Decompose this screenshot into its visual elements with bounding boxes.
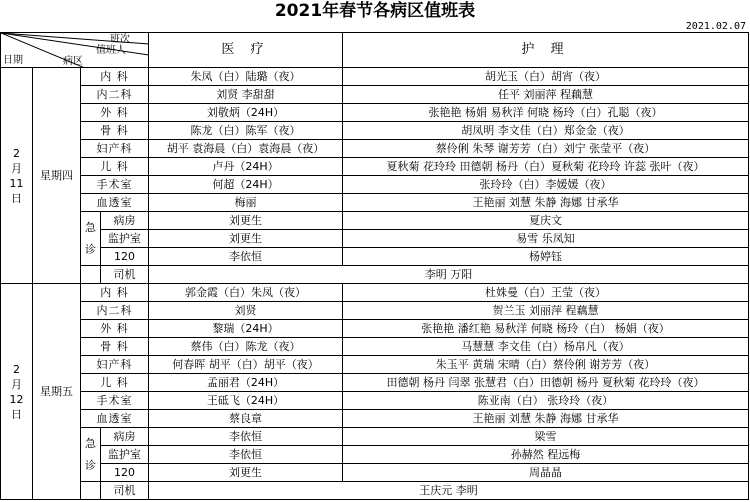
nurse-cell: 朱玉平 黄瑞 宋晴（白）蔡伶俐 谢芳芳（夜） [343, 356, 749, 374]
driver-names-cell: 王庆元 李明 [149, 482, 749, 500]
doctor-cell: 何超（24H） [149, 176, 343, 194]
table-row [1, 302, 749, 320]
nurse-cell: 胡凤明 李文佳（白）郑金金（夜） [343, 122, 749, 140]
table-row [1, 230, 749, 248]
table-row [1, 266, 749, 284]
emergency-label-char: 急 [85, 220, 96, 234]
nurse-cell: 梁雪 [343, 428, 749, 446]
table-row [1, 446, 749, 464]
table-row [1, 158, 749, 176]
date-char: 12 [9, 392, 24, 406]
nurse-cell: 王艳丽 刘慧 朱静 海娜 甘承华 [343, 194, 749, 212]
department-cell: 内 科 [81, 284, 149, 302]
nurse-cell: 易雪 乐凤知 [343, 230, 749, 248]
doctor-cell: 蔡伟（白）陈龙（夜） [149, 338, 343, 356]
document-date: 2021.02.07 [685, 21, 746, 32]
nurse-cell: 贺兰玉 刘丽萍 程藕慧 [343, 302, 749, 320]
table-row [1, 248, 749, 266]
header-bingqu: 病区 [63, 56, 83, 67]
driver-names-cell: 李明 万阳 [149, 266, 749, 284]
doctor-cell: 刘敬炳（24H） [149, 104, 343, 122]
table-row [1, 104, 749, 122]
doctor-cell: 李依恒 [149, 248, 343, 266]
department-cell: 骨 科 [81, 338, 149, 356]
table-row [1, 410, 749, 428]
emergency-label-char: 诊 [85, 242, 96, 256]
date-char: 月 [11, 161, 22, 175]
emergency-label-cell [81, 428, 101, 482]
emergency-subdept-cell: 120 [101, 248, 149, 266]
doctor-cell: 蔡良章 [149, 410, 343, 428]
emergency-label-cell [81, 212, 101, 266]
department-cell: 内二科 [81, 86, 149, 104]
blank-cell [81, 482, 101, 500]
emergency-subdept-cell: 病房 [101, 428, 149, 446]
doctor-cell: 孟丽君（24H） [149, 374, 343, 392]
date-char: 月 [11, 377, 22, 391]
department-cell: 血透室 [81, 194, 149, 212]
doctor-cell: 梅丽 [149, 194, 343, 212]
table-row [1, 320, 749, 338]
emergency-label-char: 急 [85, 436, 96, 450]
header-banci: 班次 [110, 34, 130, 45]
nurse-cell: 胡光玉（白）胡宵（夜） [343, 68, 749, 86]
nurse-cell: 田德朝 杨丹 闫翠 张慧君（白）田德朝 杨丹 夏秋菊 花玲玲（夜） [343, 374, 749, 392]
nurse-cell: 张艳艳 潘红艳 易秋洋 何晓 杨玲（白） 杨娟（夜） [343, 320, 749, 338]
weekday-cell: 星期四 [33, 68, 81, 284]
department-cell: 内 科 [81, 68, 149, 86]
doctor-cell: 刘贤 [149, 302, 343, 320]
doctor-cell: 王砥飞（24H） [149, 392, 343, 410]
nurse-cell: 夏庆文 [343, 212, 749, 230]
date-char: 11 [9, 176, 24, 190]
table-row [1, 212, 749, 230]
doctor-cell: 陈龙（白）陈军（夜） [149, 122, 343, 140]
doctor-cell: 卢丹（24H） [149, 158, 343, 176]
date-cell [1, 284, 33, 500]
header-diagonal-cell [1, 33, 149, 68]
emergency-subdept-cell: 病房 [101, 212, 149, 230]
blank-cell [81, 266, 101, 284]
department-cell: 骨 科 [81, 122, 149, 140]
nurse-cell: 蔡伶俐 朱琴 谢芳芳（白）刘宁 张莹平（夜） [343, 140, 749, 158]
table-row [1, 68, 749, 86]
header-medical: 医 疗 [149, 33, 343, 68]
table-row [1, 338, 749, 356]
doctor-cell: 刘贤 李甜甜 [149, 86, 343, 104]
date-cell [1, 68, 33, 284]
nurse-cell: 杨婷钰 [343, 248, 749, 266]
table-row [1, 392, 749, 410]
nurse-cell: 杜姝曼（白）王莹（夜） [343, 284, 749, 302]
table-row [1, 284, 749, 302]
department-cell: 妇产科 [81, 356, 149, 374]
nurse-cell: 夏秋菊 花玲玲 田德朝 杨丹（白）夏秋菊 花玲玲 许蕊 张叶（夜） [343, 158, 749, 176]
table-row [1, 194, 749, 212]
nurse-cell: 王艳丽 刘慧 朱静 海娜 甘承华 [343, 410, 749, 428]
table-row [1, 122, 749, 140]
department-cell: 外 科 [81, 320, 149, 338]
header-nursing: 护 理 [343, 33, 749, 68]
department-cell: 手术室 [81, 176, 149, 194]
driver-label-cell: 司机 [101, 482, 149, 500]
nurse-cell: 马慧慧 李文佳（白）杨帛凡（夜） [343, 338, 749, 356]
table-row [1, 140, 749, 158]
nurse-cell: 任平 刘丽萍 程藕慧 [343, 86, 749, 104]
table-row [1, 482, 749, 500]
table-row [1, 464, 749, 482]
doctor-cell: 刘更生 [149, 212, 343, 230]
department-cell: 儿 科 [81, 158, 149, 176]
department-cell: 儿 科 [81, 374, 149, 392]
department-cell: 外 科 [81, 104, 149, 122]
header-zhibanren: 值班人 [96, 45, 126, 56]
date-char: 日 [11, 191, 22, 205]
duty-roster-table [0, 32, 749, 500]
doctor-cell: 何春晖 胡平（白）胡平（夜） [149, 356, 343, 374]
date-char: 2 [13, 146, 20, 160]
emergency-subdept-cell: 120 [101, 464, 149, 482]
header-riqi: 日期 [3, 55, 23, 66]
nurse-cell: 周晶晶 [343, 464, 749, 482]
doctor-cell: 郭金霞（白）朱凤（夜） [149, 284, 343, 302]
table-row [1, 86, 749, 104]
table-row [1, 356, 749, 374]
department-cell: 内二科 [81, 302, 149, 320]
nurse-cell: 张艳艳 杨娟 易秋洋 何晓 杨玲（白）孔聪（夜） [343, 104, 749, 122]
table-row [1, 428, 749, 446]
weekday-cell: 星期五 [33, 284, 81, 500]
emergency-subdept-cell: 监护室 [101, 446, 149, 464]
page-title: 2021年春节各病区值班表 [274, 1, 476, 21]
department-cell: 血透室 [81, 410, 149, 428]
doctor-cell: 刘更生 [149, 464, 343, 482]
doctor-cell: 刘更生 [149, 230, 343, 248]
table-row [1, 176, 749, 194]
emergency-label-char: 诊 [85, 458, 96, 472]
nurse-cell: 张玲玲（白）李媛媛（夜） [343, 176, 749, 194]
doctor-cell: 李依恒 [149, 446, 343, 464]
doctor-cell: 朱凤（白）陆璐（夜） [149, 68, 343, 86]
date-char: 日 [11, 407, 22, 421]
nurse-cell: 陈亚南（白） 张玲玲（夜） [343, 392, 749, 410]
department-cell: 妇产科 [81, 140, 149, 158]
doctor-cell: 李依恒 [149, 428, 343, 446]
department-cell: 手术室 [81, 392, 149, 410]
doctor-cell: 胡平 袁海晨（白）袁海晨（夜） [149, 140, 343, 158]
table-row [1, 374, 749, 392]
doctor-cell: 黎瑞（24H） [149, 320, 343, 338]
emergency-subdept-cell: 监护室 [101, 230, 149, 248]
date-char: 2 [13, 362, 20, 376]
driver-label-cell: 司机 [101, 266, 149, 284]
nurse-cell: 孙赫然 程远梅 [343, 446, 749, 464]
